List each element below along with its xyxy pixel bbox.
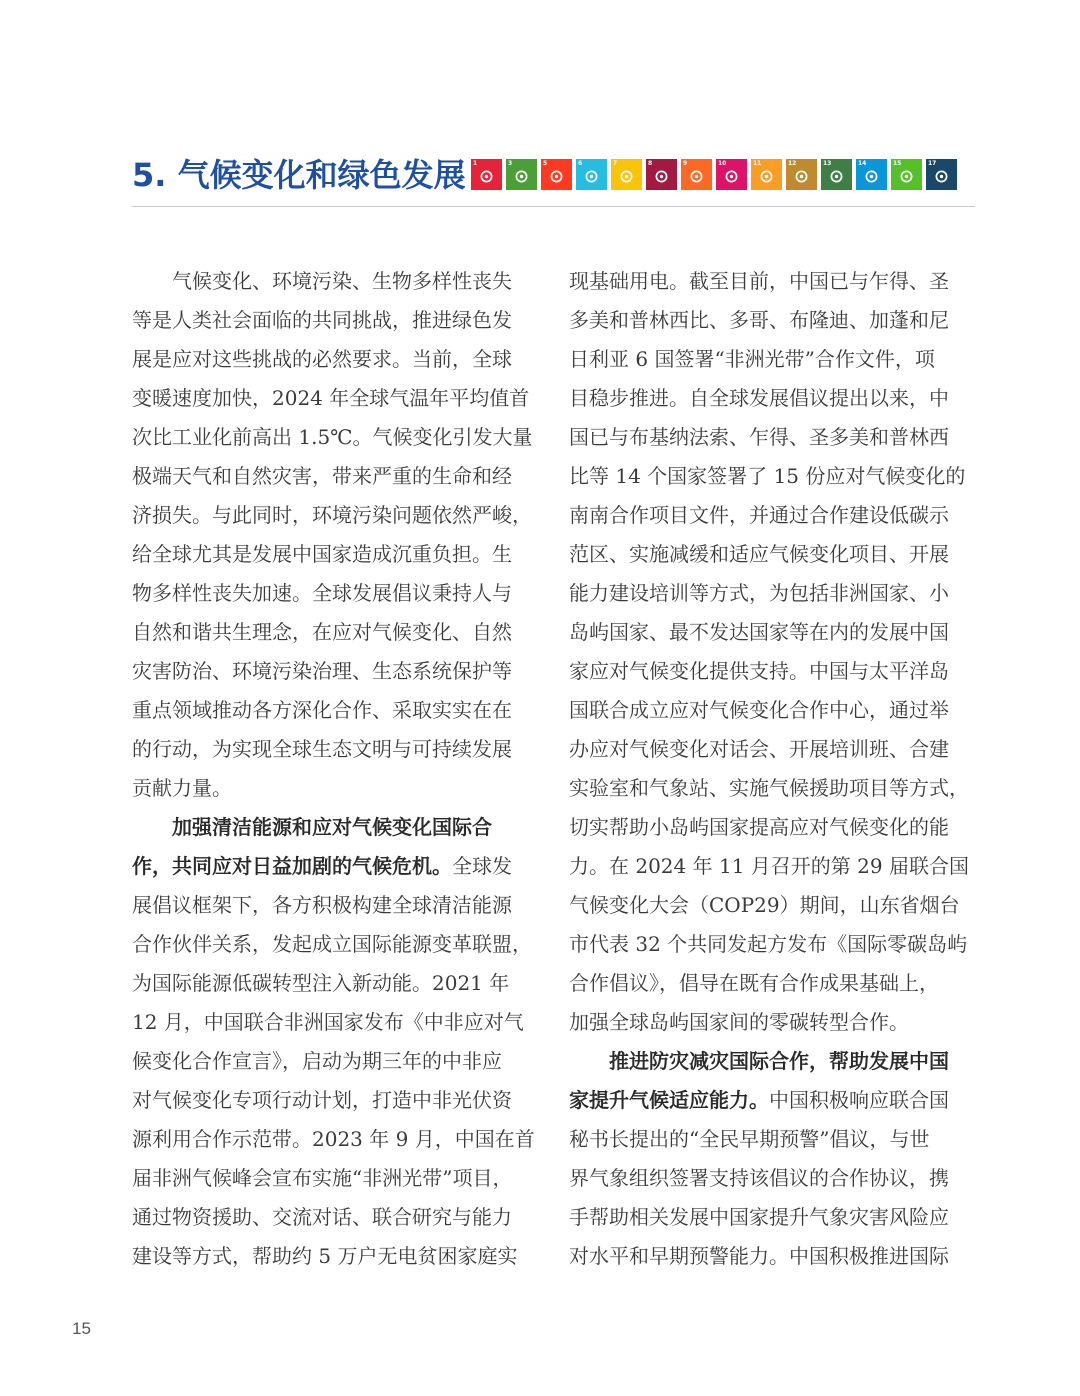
text-line bbox=[569, 301, 979, 340]
body-text: 气候变化、环境污染、生物多样性丧失 bbox=[132, 269, 512, 293]
body-text: 重点领域推动各方深化合作、采取实实在在 bbox=[132, 698, 512, 722]
sdg-decent-work-icon bbox=[646, 159, 677, 190]
bold-lead-text: 家提升气候适应能力。 bbox=[569, 1088, 769, 1112]
body-text: 市代表 32 个共同发起方发布《国际零碳岛屿 bbox=[569, 932, 968, 956]
sdg-number: 10 bbox=[718, 160, 727, 167]
bold-lead-text: 推进防灾减灾国际合作，帮助发展中国 bbox=[569, 1049, 949, 1073]
text-line bbox=[132, 496, 542, 535]
sdg-gender-equality-icon bbox=[541, 159, 572, 190]
sdg-number: 7 bbox=[613, 160, 618, 167]
text-line bbox=[132, 418, 542, 457]
body-text: 实验室和气象站、实施气候援助项目等方式， bbox=[569, 776, 969, 800]
sdg-number: 14 bbox=[858, 160, 867, 167]
body-text: 岛屿国家、最不发达国家等在内的发展中国 bbox=[569, 620, 949, 644]
text-line bbox=[569, 730, 979, 769]
text-line bbox=[569, 652, 979, 691]
text-line bbox=[569, 418, 979, 457]
body-text: 等是人类社会面临的共同挑战，推进绿色发 bbox=[132, 308, 512, 332]
body-text: 的行动，为实现全球生态文明与可持续发展 bbox=[132, 737, 512, 761]
body-text: 气候变化大会（COP29）期间，山东省烟台 bbox=[569, 893, 960, 917]
bold-lead-text: 加强清洁能源和应对气候变化国际合 bbox=[132, 815, 492, 839]
sdg-number: 9 bbox=[683, 160, 688, 167]
text-line bbox=[132, 1003, 542, 1042]
text-line bbox=[132, 769, 542, 808]
body-text: 加强全球岛屿国家间的零碳转型合作。 bbox=[569, 1010, 909, 1034]
sdg-industry-innovation-icon bbox=[681, 159, 712, 190]
sdg-good-health-icon bbox=[506, 159, 537, 190]
body-text: 现基础用电。截至目前，中国已与乍得、圣 bbox=[569, 269, 949, 293]
text-line bbox=[132, 262, 542, 301]
text-line bbox=[132, 457, 542, 496]
body-text: 中国积极响应联合国 bbox=[769, 1088, 949, 1112]
body-text: 切实帮助小岛屿国家提高应对气候变化的能 bbox=[569, 815, 949, 839]
text-line bbox=[569, 847, 979, 886]
body-text: 对水平和早期预警能力。中国积极推进国际 bbox=[569, 1244, 949, 1268]
body-text: 合作倡议》，倡导在既有合作成果基础上， bbox=[569, 971, 939, 995]
sdg-climate-action-icon bbox=[821, 159, 852, 190]
sdg-number: 5 bbox=[543, 160, 548, 167]
page-number: 15 bbox=[72, 1319, 91, 1338]
text-line bbox=[132, 613, 542, 652]
sdg-number: 13 bbox=[823, 160, 832, 167]
body-text: 多美和普林西比、多哥、布隆迪、加蓬和尼 bbox=[569, 308, 949, 332]
body-text: 为国际能源低碳转型注入新动能。2021 年 bbox=[132, 971, 510, 995]
sdg-number: 17 bbox=[928, 160, 937, 167]
sdg-reduced-inequalities-icon bbox=[716, 159, 747, 190]
sdg-icon-row bbox=[471, 159, 957, 190]
text-line bbox=[569, 1198, 979, 1237]
text-line bbox=[569, 574, 979, 613]
body-text: 物多样性丧失加速。全球发展倡议秉持人与 bbox=[132, 581, 512, 605]
text-line bbox=[132, 691, 542, 730]
text-line bbox=[132, 1042, 542, 1081]
text-line bbox=[132, 847, 542, 886]
text-line bbox=[569, 496, 979, 535]
text-line bbox=[569, 1042, 979, 1081]
text-line bbox=[569, 340, 979, 379]
text-line bbox=[569, 964, 979, 1003]
text-line bbox=[132, 808, 542, 847]
body-text: 能力建设培训等方式，为包括非洲国家、小 bbox=[569, 581, 949, 605]
body-text: 展是应对这些挑战的必然要求。当前，全球 bbox=[132, 347, 512, 371]
text-line bbox=[569, 535, 979, 574]
body-text: 南南合作项目文件，并通过合作建设低碳示 bbox=[569, 503, 949, 527]
sdg-sustainable-cities-icon bbox=[751, 159, 782, 190]
text-line bbox=[132, 379, 542, 418]
text-line bbox=[569, 1237, 979, 1276]
text-line bbox=[569, 808, 979, 847]
body-text: 变暖速度加快，2024 年全球气温年平均值首 bbox=[132, 386, 530, 410]
body-text: 秘书长提出的“全民早期预警”倡议，与世 bbox=[569, 1127, 930, 1151]
text-line bbox=[569, 613, 979, 652]
body-text: 给全球尤其是发展中国家造成沉重负担。生 bbox=[132, 542, 512, 566]
text-line bbox=[569, 1120, 979, 1159]
text-line bbox=[569, 1159, 979, 1198]
text-line bbox=[569, 691, 979, 730]
text-line bbox=[569, 925, 979, 964]
text-line bbox=[132, 535, 542, 574]
text-line bbox=[569, 1003, 979, 1042]
sdg-number: 12 bbox=[788, 160, 797, 167]
body-text: 全球发 bbox=[452, 854, 512, 878]
body-text: 办应对气候变化对话会、开展培训班、合建 bbox=[569, 737, 949, 761]
sdg-number: 15 bbox=[893, 160, 902, 167]
body-text: 合作伙伴关系，发起成立国际能源变革联盟， bbox=[132, 932, 532, 956]
body-text: 手帮助相关发展中国家提升气象灾害风险应 bbox=[569, 1205, 949, 1229]
body-text: 次比工业化前高出 1.5℃。气候变化引发大量 bbox=[132, 425, 533, 449]
sdg-number: 1 bbox=[473, 160, 478, 167]
sdg-partnerships-icon bbox=[926, 159, 957, 190]
sdg-number: 8 bbox=[648, 160, 653, 167]
text-line bbox=[132, 1159, 542, 1198]
body-text: 12 月，中国联合非洲国家发布《中非应对气 bbox=[132, 1010, 524, 1034]
text-line bbox=[132, 1120, 542, 1159]
text-line bbox=[132, 1198, 542, 1237]
sdg-no-poverty-icon bbox=[471, 159, 502, 190]
sdg-clean-water-icon bbox=[576, 159, 607, 190]
sdg-clean-energy-icon bbox=[611, 159, 642, 190]
body-text: 家应对气候变化提供支持。中国与太平洋岛 bbox=[569, 659, 949, 683]
text-line bbox=[132, 886, 542, 925]
text-line bbox=[132, 964, 542, 1003]
body-text: 济损失。与此同时，环境污染问题依然严峻， bbox=[132, 503, 532, 527]
text-line bbox=[569, 769, 979, 808]
sdg-life-on-land-icon bbox=[891, 159, 922, 190]
text-line bbox=[132, 574, 542, 613]
body-text: 自然和谐共生理念，在应对气候变化、自然 bbox=[132, 620, 512, 644]
title-divider bbox=[132, 206, 975, 207]
text-line bbox=[132, 652, 542, 691]
body-text: 候变化合作宣言》，启动为期三年的中非应 bbox=[132, 1049, 502, 1073]
sdg-life-below-water-icon bbox=[856, 159, 887, 190]
body-text: 灾害防治、环境污染治理、生态系统保护等 bbox=[132, 659, 512, 683]
body-text: 建设等方式，帮助约 5 万户无电贫困家庭实 bbox=[132, 1244, 518, 1268]
text-line bbox=[132, 301, 542, 340]
sdg-responsible-consumption-icon bbox=[786, 159, 817, 190]
body-text: 对气候变化专项行动计划，打造中非光伏资 bbox=[132, 1088, 512, 1112]
body-text: 力。在 2024 年 11 月召开的第 29 届联合国 bbox=[569, 854, 969, 878]
sdg-number: 6 bbox=[578, 160, 583, 167]
sdg-number: 3 bbox=[508, 160, 513, 167]
body-text: 届非洲气候峰会宣布实施“非洲光带”项目， bbox=[132, 1166, 513, 1190]
sdg-number: 11 bbox=[753, 160, 762, 167]
text-line bbox=[132, 1237, 542, 1276]
body-text: 范区、实施减缓和适应气候变化项目、开展 bbox=[569, 542, 949, 566]
text-line bbox=[569, 379, 979, 418]
left-text-column bbox=[132, 262, 542, 1276]
bold-lead-text: 作，共同应对日益加剧的气候危机。 bbox=[132, 854, 452, 878]
text-line bbox=[132, 1081, 542, 1120]
body-text: 通过物资援助、交流对话、联合研究与能力 bbox=[132, 1205, 512, 1229]
body-text: 日利亚 6 国签署“非洲光带”合作文件，项 bbox=[569, 347, 935, 371]
text-line bbox=[569, 457, 979, 496]
text-line bbox=[132, 340, 542, 379]
body-text: 界气象组织签署支持该倡议的合作协议，携 bbox=[569, 1166, 949, 1190]
body-text: 源利用合作示范带。2023 年 9 月，中国在首 bbox=[132, 1127, 535, 1151]
body-text: 极端天气和自然灾害，带来严重的生命和经 bbox=[132, 464, 512, 488]
text-line bbox=[132, 925, 542, 964]
right-text-column bbox=[569, 262, 979, 1276]
text-line bbox=[569, 1081, 979, 1120]
text-line bbox=[569, 886, 979, 925]
text-line bbox=[132, 730, 542, 769]
body-text: 国已与布基纳法索、乍得、圣多美和普林西 bbox=[569, 425, 949, 449]
body-text: 比等 14 个国家签署了 15 份应对气候变化的 bbox=[569, 464, 966, 488]
section-title: 5. 气候变化和绿色发展 bbox=[132, 156, 466, 194]
body-text: 国联合成立应对气候变化合作中心，通过举 bbox=[569, 698, 949, 722]
body-text: 贡献力量。 bbox=[132, 776, 232, 800]
body-text: 目稳步推进。自全球发展倡议提出以来，中 bbox=[569, 386, 949, 410]
body-text: 展倡议框架下，各方积极构建全球清洁能源 bbox=[132, 893, 512, 917]
text-line bbox=[569, 262, 979, 301]
